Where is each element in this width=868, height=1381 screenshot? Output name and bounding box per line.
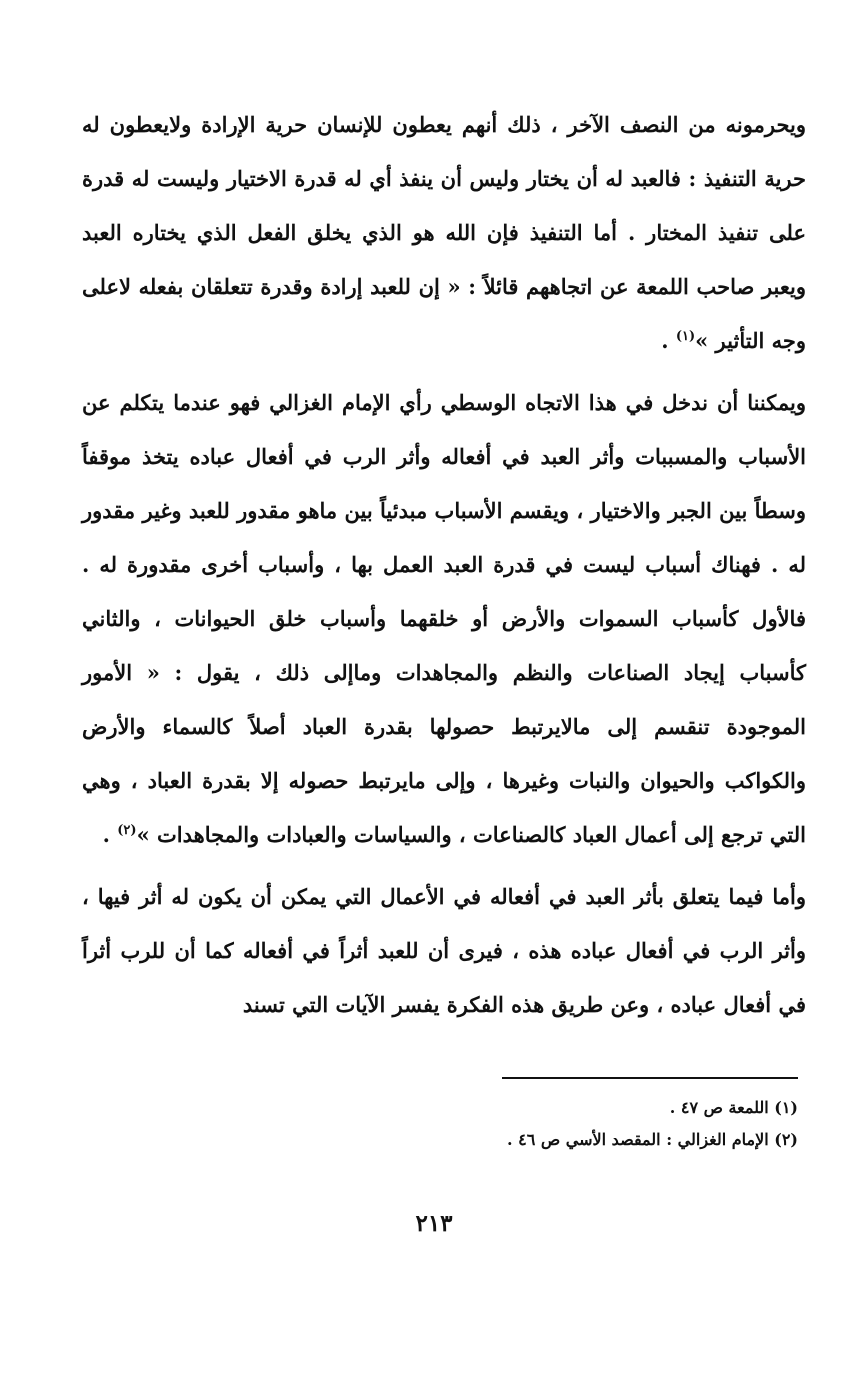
footnote-ref-2: (٢)	[117, 823, 137, 838]
paragraph-2	[82, 376, 806, 862]
footnote-separator	[502, 1077, 798, 1079]
main-text	[82, 98, 806, 1032]
page-number: ٢١٣	[415, 1210, 453, 1237]
paragraph-1	[82, 98, 806, 368]
footnote-ref-1: (١)	[675, 329, 696, 344]
paragraph-1-tail: .	[661, 328, 676, 353]
paragraph-1-text: ويحرمونه من النصف الآخر ، ذلك أنهم يعطون للإنسان حرية الإرادة ولايعطون له حرية التنفيذ : فالعبد له أن يختار وليس أن ينفذ أي له قدرة الاختيار وليست له قدرة على تنفيذ المختار . أما التنفيذ فإن الله هو الذي يخلق الفعل الذي يختاره العبد ويعبر صاحب اللمعة عن اتجاههم قائلاً : « إن للعبد إرادة وقدرة تتعلقان بفعله لاعلى وجه التأثير »	[82, 112, 806, 353]
footnote-1: (١) اللمعة ص ٤٧ .	[669, 1098, 798, 1117]
footnotes	[82, 1092, 798, 1156]
footnote-2: (٢) الإمام الغزالي : المقصد الأسي ص ٤٦ .	[506, 1130, 798, 1149]
paragraph-3-text: وأما فيما يتعلق بأثر العبد في أفعاله في الأعمال التي يمكن أن يكون له أثر فيها ، وأثر الرب في أفعال عباده هذه ، فيرى أن للعبد أثراً في أفعاله كما أن للرب أثراً في أفعال عباده ، وعن طريق هذه الفكرة يفسر الآيات التي تسند	[82, 884, 806, 1017]
paragraph-2-text: ويمكننا أن ندخل في هذا الاتجاه الوسطي رأي الإمام الغزالي فهو عندما يتكلم عن الأسباب والمسببات وأثر العبد في أفعاله وأثر الرب في أفعال عباده يتخذ موقفاً وسطاً بين الجبر والاختيار ، ويقسم الأسباب مبدئياً بين ماهو مقدور للعبد وغير مقدور له . فهناك أسباب ليست في قدرة العبد العمل بها ، وأسباب أخرى مقدورة له . فالأول كأسباب السموات والأرض أو خلقهما وأسباب خلق الحيوانات ، والثاني كأسباب إيجاد الصناعات والنظم والمجاهدات وماإلى ذلك ، يقول : « الأمور الموجودة تنقسم إلى مالايرتبط حصولها بقدرة العباد أصلاً كالسماء والأرض والكواكب والحيوان والنبات وغيرها ، وإلى مايرتبط حصوله إلا بقدرة العباد ، وهي التي ترجع إلى أعمال العباد كالصناعات ، والسياسات والعبادات والمجاهدات »	[82, 390, 806, 847]
paragraph-3	[82, 870, 806, 1032]
paragraph-2-tail: .	[102, 822, 118, 847]
